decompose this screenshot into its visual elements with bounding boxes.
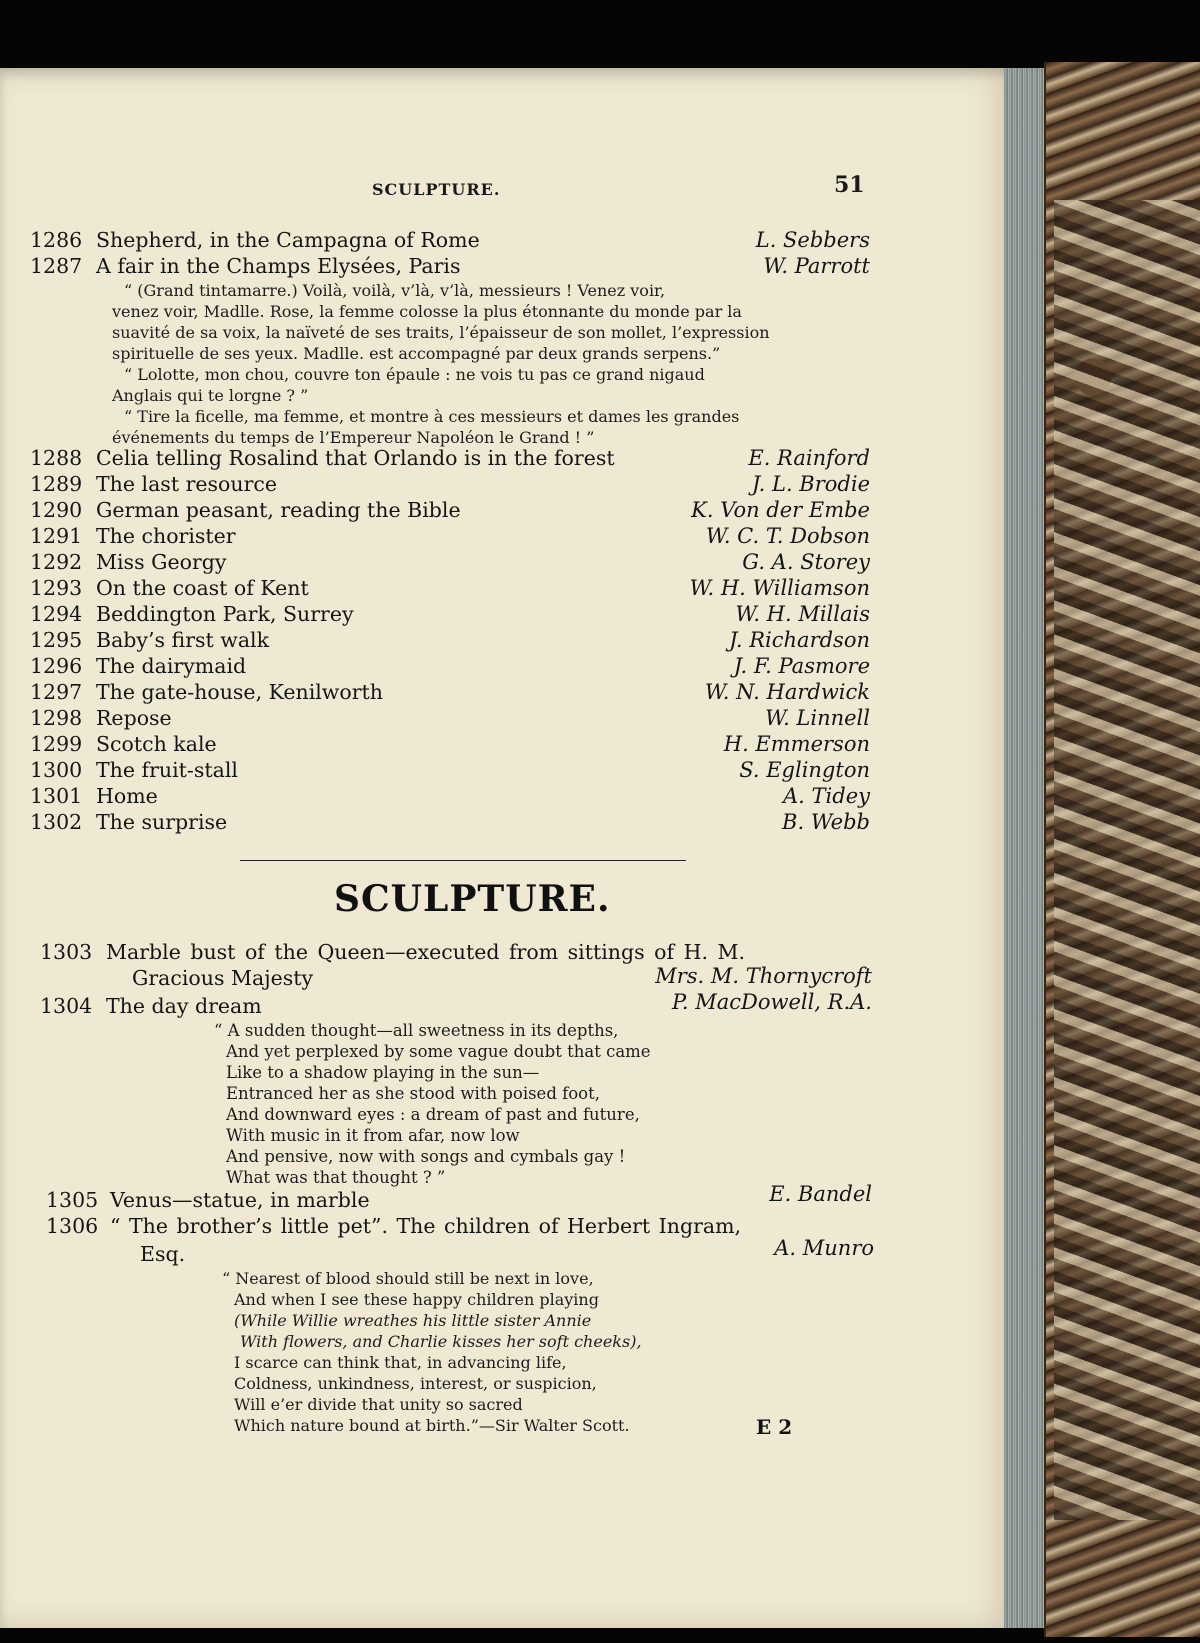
sculpture-number: 1305 — [46, 1188, 99, 1212]
running-head: SCULPTURE. — [372, 180, 501, 199]
poem-line: Coldness, unkindness, interest, or suspicion, — [234, 1374, 597, 1393]
catalogue-entry — [30, 254, 870, 281]
catalogue-entry — [30, 732, 870, 759]
poem-line: And downward eyes : a dream of past and future, — [226, 1105, 640, 1124]
sculpture-title-continued: Gracious Majesty — [132, 966, 314, 990]
entry-number: 1287 — [30, 254, 83, 278]
entry-artist: B. Webb — [782, 810, 870, 834]
entry-title: Celia telling Rosalind that Orlando is in the forest — [96, 446, 615, 470]
entry-artist: K. Von der Embe — [691, 498, 870, 522]
entry-artist: W. Parrott — [763, 254, 870, 278]
entry-number: 1289 — [30, 472, 83, 496]
catalogue-entry — [30, 472, 870, 499]
catalogue-entry — [30, 654, 870, 681]
entry-artist: W. Linnell — [765, 706, 870, 730]
entry-number: 1295 — [30, 628, 83, 652]
entry-artist: A. Tidey — [783, 784, 870, 808]
entry-title: Beddington Park, Surrey — [96, 602, 354, 626]
sculpture-number: 1304 — [40, 994, 93, 1018]
sculpture-title: Marble bust of the Queen—executed from sittings of H. M. — [106, 940, 745, 964]
signature-mark: E 2 — [756, 1415, 793, 1439]
catalogue-entry — [30, 680, 870, 707]
entry-number: 1302 — [30, 810, 83, 834]
poem-line: “ Nearest of blood should still be next in love, — [222, 1269, 594, 1288]
sculpture-artist: Mrs. M. Thornycroft — [655, 964, 872, 988]
catalogue-entry — [30, 706, 870, 733]
quote-line: suavité de sa voix, la naïveté de ses traits, l’épaisseur de son mollet, l’expression — [112, 323, 770, 342]
entry-title: The dairymaid — [96, 654, 247, 678]
poem-block — [214, 1020, 651, 1188]
sculpture-number: 1306 — [46, 1214, 99, 1238]
poem-line: And pensive, now with songs and cymbals gay ! — [226, 1147, 626, 1166]
section-divider — [240, 860, 686, 861]
catalogue-entry — [30, 576, 870, 603]
poem-line: And yet perplexed by some vague doubt that came — [226, 1042, 651, 1061]
poem-block — [222, 1268, 642, 1436]
entry-artist: G. A. Storey — [742, 550, 870, 574]
sculpture-title: The day dream — [106, 994, 262, 1018]
sculpture-artist: P. MacDowell, R.A. — [671, 990, 872, 1014]
page-number: 51 — [834, 172, 865, 198]
sculpture-title: “ The brother’s little pet”. The children of Herbert Ingram, — [110, 1214, 742, 1238]
quote-line: spirituelle de ses yeux. Madlle. est accompagné par deux grands serpens.” — [112, 344, 721, 363]
catalogue-entry — [30, 628, 870, 655]
poem-line: Will e’er divide that unity so sacred — [234, 1395, 523, 1414]
catalogue-entry — [30, 498, 870, 525]
poem-line: And when I see these happy children playing — [234, 1290, 599, 1309]
entry-number: 1300 — [30, 758, 83, 782]
entry-title: Home — [96, 784, 158, 808]
entry-artist: E. Rainford — [748, 446, 870, 470]
quote-line: événements du temps de l’Empereur Napoléon le Grand ! ” — [112, 428, 595, 447]
entry-artist: J. F. Pasmore — [733, 654, 870, 678]
entry-title: Baby’s first walk — [96, 628, 270, 652]
catalogue-entry — [30, 446, 870, 473]
entry-number: 1290 — [30, 498, 83, 522]
poem-line: “ A sudden thought—all sweetness in its depths, — [214, 1021, 619, 1040]
entry-title: On the coast of Kent — [96, 576, 309, 600]
catalogue-entry — [30, 550, 870, 577]
poem-line: Entranced her as she stood with poised foot, — [226, 1084, 600, 1103]
entry-number: 1288 — [30, 446, 83, 470]
quote-line: Anglais qui te lorgne ? ” — [112, 386, 309, 405]
poem-line: What was that thought ? ” — [226, 1168, 446, 1187]
quote-line: venez voir, Madlle. Rose, la femme colosse la plus étonnante du monde par la — [112, 302, 742, 321]
entry-title: The last resource — [96, 472, 277, 496]
section-heading: SCULPTURE. — [334, 878, 611, 920]
entry-title: The chorister — [96, 524, 236, 548]
entry-number: 1291 — [30, 524, 83, 548]
quote-line: “ Lolotte, mon chou, couvre ton épaule : ne vois tu pas ce grand nigaud — [124, 365, 705, 384]
entry-artist: W. N. Hardwick — [704, 680, 870, 704]
poem-line: (While Willie wreathes his little sister Annie — [234, 1311, 592, 1330]
poem-line: Like to a shadow playing in the sun— — [226, 1063, 540, 1082]
entry-title: The gate-house, Kenilworth — [96, 680, 383, 704]
entry-title: The fruit-stall — [96, 758, 238, 782]
entry-title: Repose — [96, 706, 172, 730]
entry-artist: W. H. Millais — [735, 602, 870, 626]
page-edges — [1004, 68, 1044, 1628]
entry-number: 1298 — [30, 706, 83, 730]
quote-line: “ Tire la ficelle, ma femme, et montre à ces messieurs et dames les grandes — [124, 407, 740, 426]
sculpture-artist: A. Munro — [774, 1236, 874, 1260]
poem-line: I scarce can think that, in advancing life, — [234, 1353, 567, 1372]
sculpture-title: Venus—statue, in marble — [110, 1188, 370, 1212]
entry-number: 1286 — [30, 228, 83, 252]
poem-line: With music in it from afar, now low — [226, 1126, 520, 1145]
entry-number: 1299 — [30, 732, 83, 756]
entry-number: 1297 — [30, 680, 83, 704]
catalogue-entry — [30, 228, 870, 255]
entry-title: German peasant, reading the Bible — [96, 498, 461, 522]
poem-line: With flowers, and Charlie kisses her soft cheeks), — [240, 1332, 642, 1351]
entry-artist: J. L. Brodie — [751, 472, 870, 496]
catalogue-entry — [30, 602, 870, 629]
quotation-block — [112, 280, 770, 448]
marbled-endpaper — [1054, 200, 1200, 1520]
catalogue-entry — [30, 524, 870, 551]
poem-line: Which nature bound at birth.”—Sir Walter Scott. — [234, 1416, 630, 1435]
entry-title: The surprise — [96, 810, 228, 834]
entry-title: Shepherd, in the Campagna of Rome — [96, 228, 480, 252]
sculpture-title-continued: Esq. — [140, 1242, 186, 1266]
entry-artist: J. Richardson — [729, 628, 870, 652]
entry-artist: S. Eglington — [739, 758, 870, 782]
entry-number: 1293 — [30, 576, 83, 600]
catalogue-entry — [30, 758, 870, 785]
entry-artist: W. C. T. Dobson — [705, 524, 870, 548]
entry-artist: H. Emmerson — [723, 732, 870, 756]
quote-line: “ (Grand tintamarre.) Voilà, voilà, v’là, v’là, messieurs ! Venez voir, — [124, 281, 666, 300]
entry-artist: W. H. Williamson — [689, 576, 870, 600]
entry-number: 1294 — [30, 602, 83, 626]
sculpture-artist: E. Bandel — [769, 1182, 872, 1206]
entry-number: 1301 — [30, 784, 83, 808]
entry-number: 1292 — [30, 550, 83, 574]
entry-title: A fair in the Champs Elysées, Paris — [96, 254, 461, 278]
catalogue-entry — [30, 784, 870, 811]
entry-number: 1296 — [30, 654, 83, 678]
entry-artist: L. Sebbers — [755, 228, 870, 252]
entry-title: Scotch kale — [96, 732, 217, 756]
entry-title: Miss Georgy — [96, 550, 227, 574]
sculpture-number: 1303 — [40, 940, 93, 964]
catalogue-entry — [30, 810, 870, 837]
